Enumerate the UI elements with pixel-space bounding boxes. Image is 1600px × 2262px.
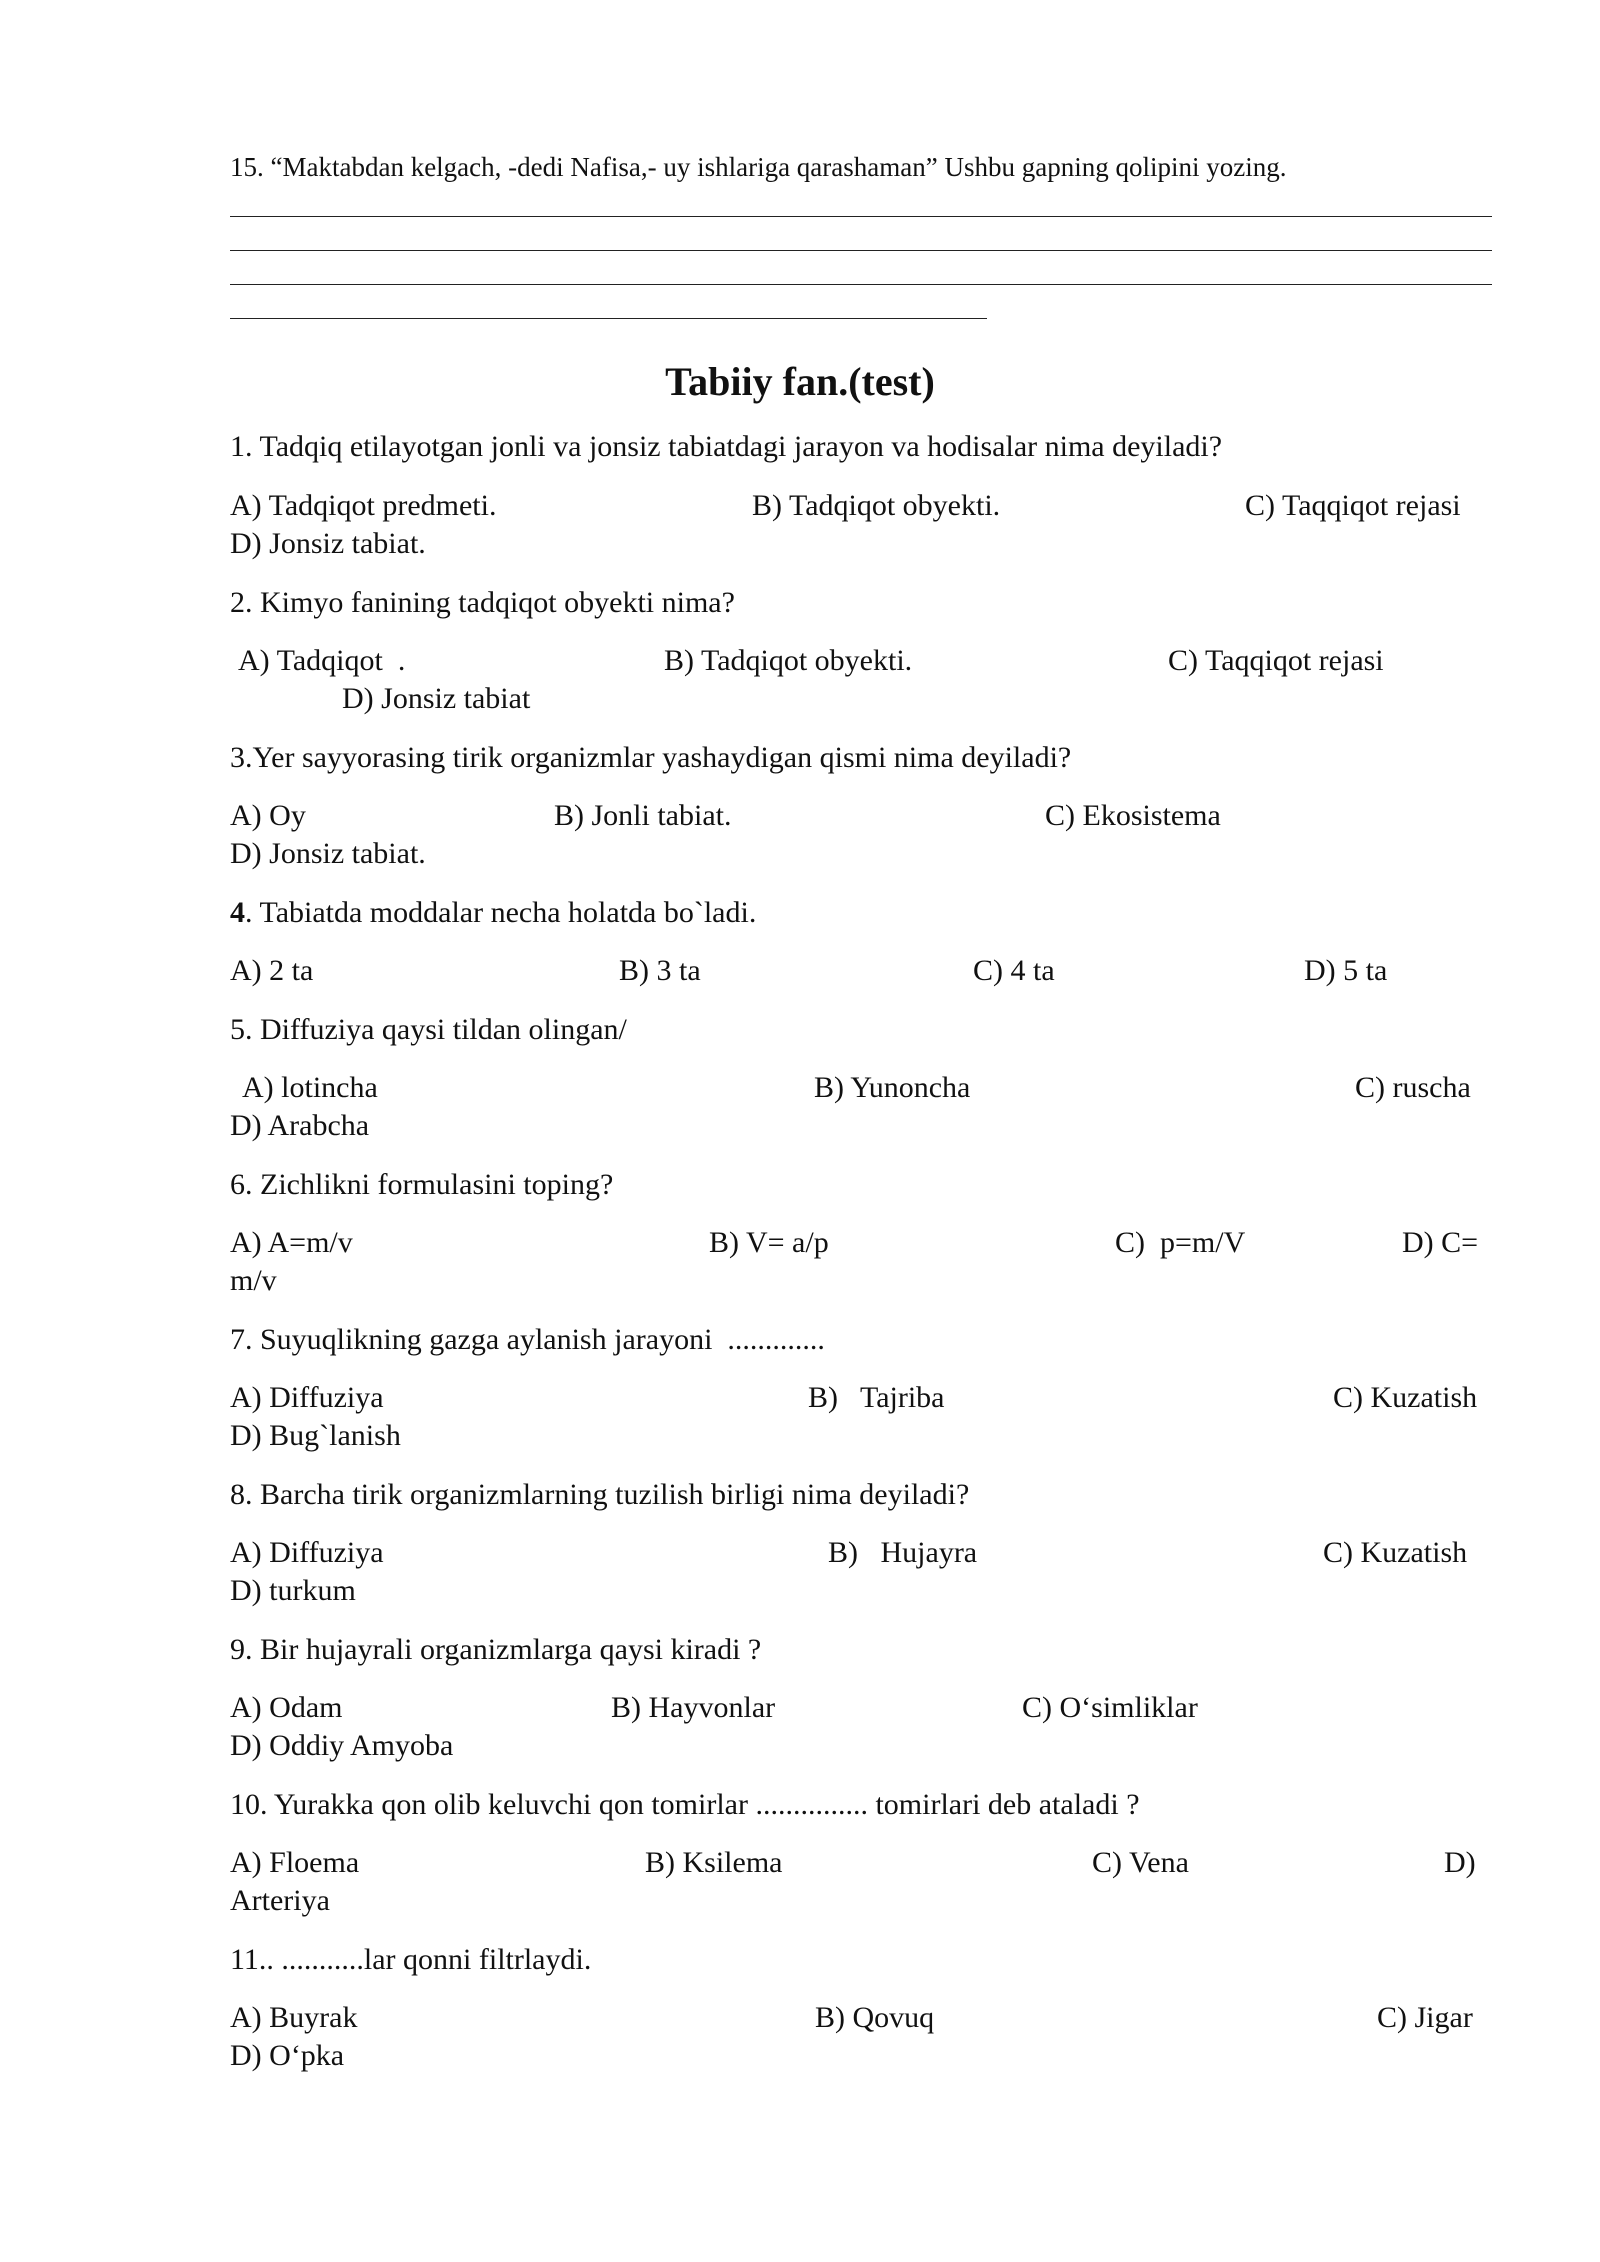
question-text: 2. Kimyo fanining tadqiqot obyekti nima? xyxy=(230,586,735,619)
answer-line xyxy=(230,284,1492,285)
option-b: B) Hayvonlar xyxy=(611,1691,776,1724)
option-b: B) Yunoncha xyxy=(814,1071,971,1104)
option-c: C) ruscha xyxy=(1355,1071,1471,1104)
option-a: A) Oy xyxy=(230,799,306,832)
option-d: D) Jonsiz tabiat xyxy=(342,682,531,715)
option-d-continued: Arteriya xyxy=(230,1884,330,1917)
option-b: B) 3 ta xyxy=(619,954,701,987)
question-text: 5. Diffuziya qaysi tildan olingan/ xyxy=(230,1013,627,1046)
option-c: C) Kuzatish xyxy=(1333,1381,1478,1414)
option-c: C) p=m/V xyxy=(1115,1226,1246,1259)
question-text: 11.. ...........lar qonni filtrlaydi. xyxy=(230,1943,592,1976)
option-b: B) V= a/p xyxy=(709,1226,829,1259)
option-a: A) 2 ta xyxy=(230,954,314,987)
answer-line xyxy=(230,318,987,319)
option-c: C) Vena xyxy=(1092,1846,1189,1879)
option-d: D) C= xyxy=(1402,1226,1479,1259)
question-text: 7. Suyuqlikning gazga aylanish jarayoni ............. xyxy=(230,1323,825,1356)
question-text xyxy=(230,896,756,930)
option-c: C) O‘simliklar xyxy=(1022,1691,1198,1724)
option-d: D) turkum xyxy=(230,1574,356,1607)
option-d-continued: m/v xyxy=(230,1264,277,1297)
option-a: A) Floema xyxy=(230,1846,360,1879)
option-c: C) Taqqiqot rejasi xyxy=(1168,644,1384,677)
option-d: D) Jonsiz tabiat. xyxy=(230,837,426,870)
option-b: B) Hujayra xyxy=(828,1536,978,1569)
option-a: A) Tadqiqot predmeti. xyxy=(230,489,497,522)
question-text: 10. Yurakka qon olib keluvchi qon tomirlar ............... tomirlari deb ataladi ? xyxy=(230,1788,1140,1821)
question-text: 1. Tadqiq etilayotgan jonli va jonsiz tabiatdagi jarayon va hodisalar nima deyiladi? xyxy=(230,430,1223,463)
option-d: D) O‘pka xyxy=(230,2039,345,2072)
question-text: 8. Barcha tirik organizmlarning tuzilish birligi nima deyiladi? xyxy=(230,1478,970,1511)
option-a: A) Diffuziya xyxy=(230,1381,384,1414)
option-b: B) Tajriba xyxy=(808,1381,945,1414)
option-d: D) 5 ta xyxy=(1304,954,1388,987)
option-d: D) Arabcha xyxy=(230,1109,370,1142)
question-text: 3.Yer sayyorasing tirik organizmlar yashaydigan qismi nima deyiladi? xyxy=(230,741,1072,774)
option-d: D) Jonsiz tabiat. xyxy=(230,527,426,560)
option-a: A) Buyrak xyxy=(230,2001,358,2034)
answer-line xyxy=(230,250,1492,251)
question-number: 4 xyxy=(230,896,245,929)
option-b: B) Tadqiqot obyekti. xyxy=(664,644,913,677)
option-d: D) Oddiy Amyoba xyxy=(230,1729,454,1762)
option-d: D) Bug`lanish xyxy=(230,1419,401,1452)
option-a: A) Diffuziya xyxy=(230,1536,384,1569)
option-c: C) Ekosistema xyxy=(1045,799,1221,832)
intro-question: 15. “Maktabdan kelgach, -dedi Nafisa,- uy ishlariga qarashaman” Ushbu gapning qolipini yozing. xyxy=(230,152,1287,182)
question-text: 9. Bir hujayrali organizmlarga qaysi kiradi ? xyxy=(230,1633,762,1666)
option-a: A) Tadqiqot . xyxy=(238,644,406,677)
option-a: A) A=m/v xyxy=(230,1226,353,1259)
option-b: B) Jonli tabiat. xyxy=(554,799,732,832)
option-a: A) lotincha xyxy=(242,1071,378,1104)
question-body: . Tabiatda moddalar necha holatda bo`ladi. xyxy=(245,896,757,929)
question-text: 6. Zichlikni formulasini toping? xyxy=(230,1168,614,1201)
option-c: C) Kuzatish xyxy=(1323,1536,1468,1569)
option-b: B) Tadqiqot obyekti. xyxy=(752,489,1001,522)
option-b: B) Ksilema xyxy=(645,1846,783,1879)
option-b: B) Qovuq xyxy=(815,2001,935,2034)
section-title: Tabiiy fan.(test) xyxy=(665,359,935,404)
option-c: C) Taqqiqot rejasi xyxy=(1245,489,1461,522)
option-d: D) xyxy=(1444,1846,1476,1879)
answer-line xyxy=(230,216,1492,217)
option-c: C) Jigar xyxy=(1377,2001,1473,2034)
option-a: A) Odam xyxy=(230,1691,343,1724)
option-c: C) 4 ta xyxy=(973,954,1055,987)
